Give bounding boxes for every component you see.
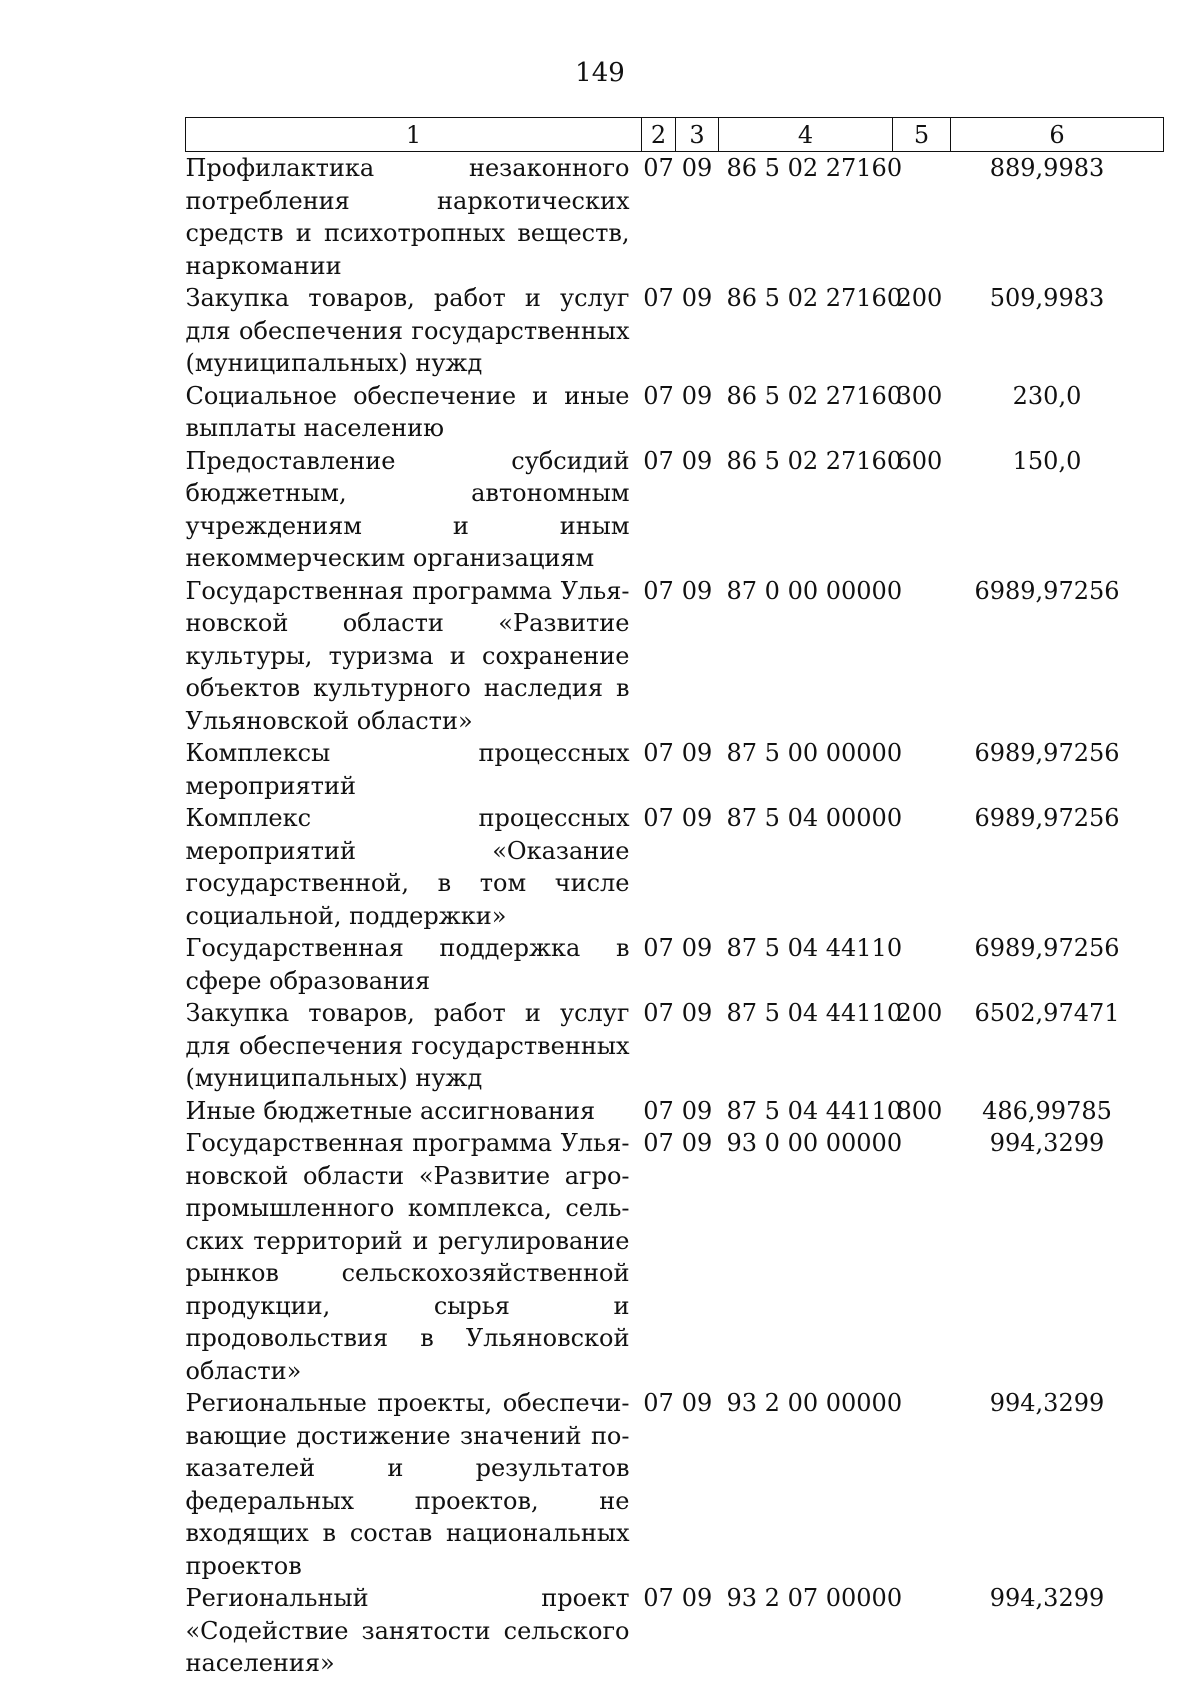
row-name: Региональные проекты, обеспечивающие достижение значений показателей и результатов федеральных проектов, не входящих в состав национальных проектов [185,1389,630,1580]
row-amount: 994,3299 [989,1389,1105,1417]
row-expense-type [893,1127,951,1387]
row-target-article: 93 2 07 00000 [726,1584,903,1612]
row-amount: 6989,97256 [974,739,1120,767]
row-subsection: 09 [681,999,713,1027]
row-target-article: 86 5 02 27160 [726,154,903,182]
header-col-3: 3 [676,118,719,152]
row-subsection: 09 [681,154,713,182]
row-target-article: 86 5 02 27160 [726,381,903,410]
row-subsection: 09 [681,1584,713,1612]
row-name: Социальное обеспечение и иные выплаты населению [185,381,630,442]
row-name: Иные бюджетные ассигнования [185,1096,596,1125]
row-amount: 150,0 [1012,446,1082,475]
row-section: 07 [643,154,674,182]
row-name: Комплекс процессных мероприятий «Оказание государственной, в том числе социальной, поддержки» [185,804,630,930]
row-subsection: 09 [681,284,713,312]
row-amount: 6989,97256 [974,804,1120,832]
row-section: 07 [643,1096,674,1125]
row-amount: 994,3299 [989,1129,1105,1157]
row-amount: 509,9983 [989,284,1105,312]
row-target-article: 87 5 04 44110 [726,1096,903,1125]
table-row [186,1582,1164,1680]
row-name: Комплексы процессных мероприятий [185,739,630,800]
row-section: 07 [643,804,674,832]
row-expense-type: 200 [896,999,943,1027]
table-row [186,1127,1164,1387]
table-header [186,118,1164,152]
row-section: 07 [643,999,674,1027]
row-section: 07 [643,576,674,605]
table-row [186,802,1164,932]
row-expense-type: 600 [896,446,943,475]
row-name: Государственная программа Ульяновской области «Развитие агропромышленного комплекса, сельских территорий и регулирование рынков сельскохозяйственной продукции, сырья и продовольствия в Ульяновской области» [185,1129,630,1385]
row-name: Региональный проект «Содействие занятости сельского населения» [185,1584,630,1677]
table-body [186,152,1164,1680]
row-subsection: 09 [681,1389,713,1417]
header-col-2: 2 [642,118,676,152]
row-target-article: 87 5 04 00000 [726,804,903,832]
row-target-article: 86 5 02 27160 [726,446,903,475]
row-subsection: 09 [681,576,713,605]
row-expense-type: 300 [896,381,943,410]
row-amount: 486,99785 [982,1096,1112,1125]
row-section: 07 [643,739,674,767]
row-name: Государственная программа Ульяновской области «Развитие культуры, туризма и сохранение объектов культурного наследия в Ульяновской области» [185,576,630,735]
table-row [186,575,1164,738]
row-amount: 6989,97256 [974,934,1120,962]
row-amount: 6502,97471 [974,999,1120,1027]
table-row [186,282,1164,380]
row-name: Предоставление субсидий бюджетным, автономным учреждениям и иным некоммерческим организациям [185,446,630,572]
row-target-article: 87 5 04 44110 [726,934,903,962]
row-target-article: 86 5 02 27160 [726,284,903,312]
row-target-article: 93 0 00 00000 [726,1129,903,1157]
table-row [186,445,1164,575]
table-row [186,1095,1164,1128]
row-amount: 994,3299 [989,1584,1105,1612]
row-section: 07 [643,446,674,475]
table-row [186,932,1164,997]
row-name: Закупка товаров, работ и услуг для обеспечения государственных (муниципальных) нужд [185,999,630,1092]
row-subsection: 09 [681,804,713,832]
table-row [186,380,1164,445]
row-subsection: 09 [681,934,713,962]
budget-table [185,117,1164,1680]
row-subsection: 09 [681,1096,713,1125]
row-section: 07 [643,1389,674,1417]
row-section: 07 [643,1129,674,1157]
row-name: Государственная поддержка в сфере образования [185,934,630,995]
page-number: 149 [575,58,625,88]
row-target-article: 93 2 00 00000 [726,1389,903,1417]
row-amount: 889,9983 [989,154,1105,182]
table-row [186,152,1164,283]
header-col-5: 5 [893,118,951,152]
row-subsection: 09 [681,1129,713,1157]
row-target-article: 87 0 00 00000 [726,576,903,605]
table-row [186,997,1164,1095]
header-col-1: 1 [186,118,642,152]
table-row [186,1387,1164,1582]
header-col-4: 4 [719,118,893,152]
row-section: 07 [643,284,674,312]
row-expense-type: 200 [896,284,943,312]
row-target-article: 87 5 00 00000 [726,739,903,767]
header-row [186,118,1164,152]
row-section: 07 [643,1584,674,1612]
row-target-article: 87 5 04 44110 [726,999,903,1027]
row-subsection: 09 [681,739,713,767]
row-name: Закупка товаров, работ и услуг для обеспечения государственных (муниципальных) нужд [185,284,630,377]
row-name: Профилактика незаконного потребления наркотических средств и психотропных веществ, наркомании [185,154,630,280]
row-amount: 6989,97256 [974,576,1120,605]
row-section: 07 [643,934,674,962]
row-subsection: 09 [681,446,713,475]
row-amount: 230,0 [1012,381,1082,410]
header-col-6: 6 [951,118,1164,152]
row-expense-type: 800 [896,1096,943,1125]
table-row [186,737,1164,802]
row-section: 07 [643,381,674,410]
row-subsection: 09 [681,381,713,410]
